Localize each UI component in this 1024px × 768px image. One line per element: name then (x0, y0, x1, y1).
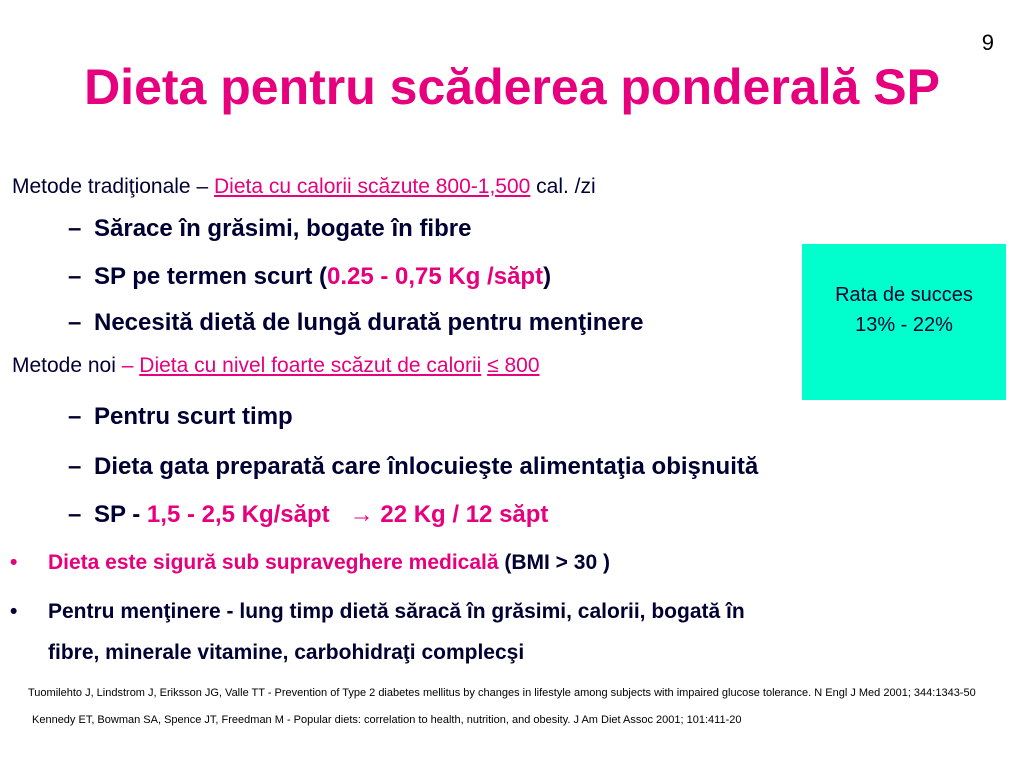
new-methods-dash: – (121, 354, 134, 377)
dash-marker: – (68, 453, 82, 480)
list-item (68, 215, 471, 243)
list-item-text: Sărace în grăsimi, bogate în fibre (94, 215, 472, 242)
callout-label: Rata de succes (835, 284, 973, 306)
maintenance-line-1: Pentru menţinere - lung timp dietă săracă în grăsimi, calorii, bogată în (48, 600, 745, 623)
very-low-calorie-diet-highlight: Dieta cu nivel foarte scăzut de calorii (139, 354, 482, 377)
bullet-marker: • (10, 551, 18, 574)
callout-value: 13% - 22% (855, 314, 953, 336)
list-item-text: Necesită dietă de lungă durată pentru menţinere (94, 309, 644, 336)
bullet-item (10, 600, 745, 624)
dash-marker: – (68, 403, 82, 430)
total-weight-loss: 22 Kg / 12 săpt (380, 501, 549, 528)
traditional-methods-label: Metode tradiţionale – (12, 175, 209, 198)
arrow-icon: → (349, 501, 374, 528)
dash-marker: – (68, 309, 82, 336)
list-item-text: Pentru scurt timp (94, 403, 293, 430)
list-item-suffix: ) (543, 263, 552, 290)
low-calorie-diet-highlight: Dieta cu calorii scăzute 800-1,500 (213, 175, 531, 198)
bullet-marker: • (10, 600, 18, 623)
reference-2: Kennedy ET, Bowman SA, Spence JT, Freedman M - Popular diets: correlation to health, nutrition, and obesity. J Am Diet Assoc 2001; 101:411-20 (32, 714, 742, 726)
list-item (68, 263, 551, 291)
calories-unit: cal. /zi (530, 175, 596, 198)
list-item-prefix: SP - (94, 501, 147, 528)
list-item-text: Dieta gata preparată care înlocuieşte alimentaţia obişnuită (94, 453, 759, 480)
success-rate-callout (802, 244, 1006, 400)
slide-title: Dieta pentru scăderea ponderală SP (84, 59, 940, 115)
reference-1: Tuomilehto J, Lindstrom J, Eriksson JG, Valle TT - Prevention of Type 2 diabetes mellitus by changes in lifestyle among subjects with impaired glucose tolerance. N Engl J Med 2001; 344:1343-50 (28, 687, 976, 699)
new-methods-label: Metode noi (12, 354, 116, 377)
dash-marker: – (68, 263, 82, 290)
dash-marker: – (68, 215, 82, 242)
list-item-prefix: SP pe termen scurt ( (94, 263, 327, 290)
list-item (68, 501, 548, 529)
dash-marker: – (68, 501, 82, 528)
list-item (68, 403, 293, 431)
slide-number: 9 (981, 30, 994, 55)
list-item (68, 309, 643, 337)
new-methods-line (12, 354, 540, 378)
bullet-item (10, 551, 610, 575)
weight-loss-rate-highlight: 1,5 - 2,5 Kg/săpt (146, 501, 330, 528)
safety-statement: Dieta este sigură sub supraveghere medicală (48, 551, 499, 574)
maintenance-line-2: fibre, minerale vitamine, carbohidraţi complecşi (48, 641, 525, 664)
bmi-condition: (BMI > 30 ) (498, 551, 610, 574)
traditional-methods-line (12, 175, 596, 199)
bullet-continuation (48, 641, 524, 665)
calorie-limit: ≤ 800 (487, 354, 540, 377)
weight-loss-rate-highlight: 0.25 - 0,75 Kg /săpt (326, 263, 544, 290)
list-item (68, 453, 758, 481)
